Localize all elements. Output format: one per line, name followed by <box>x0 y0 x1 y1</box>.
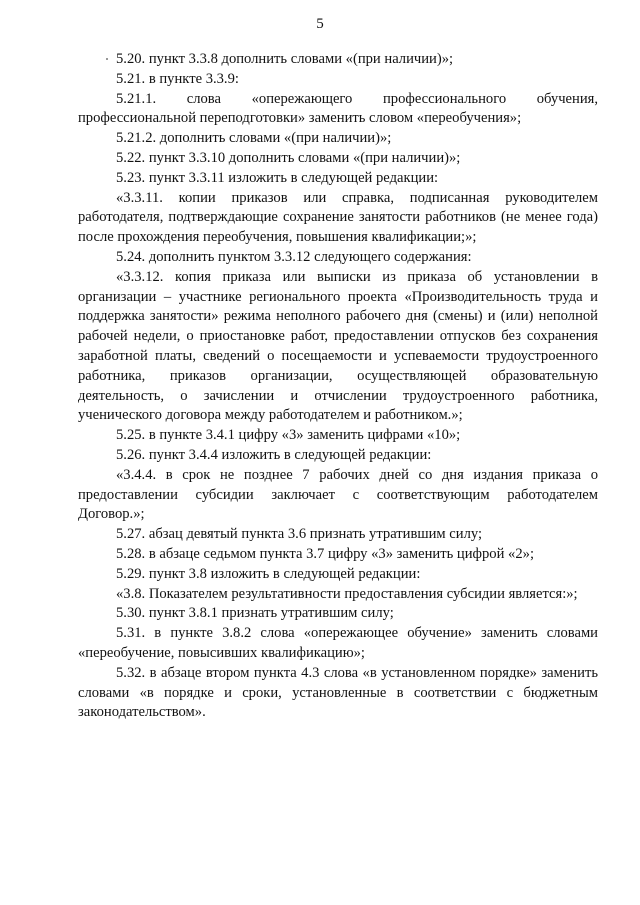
document-body <box>78 50 598 723</box>
paragraph-5-21-1: 5.21.1. слова «опережающего профессионального обучения, профессиональной переподготовки» заменить словом «переобучения»; <box>78 90 598 127</box>
paragraph-3-3-12-quote: «3.3.12. копия приказа или выписки из приказа об установлении в организации – участнике регионального проекта «Производительность труда и поддержка занятости» режима неполного рабочего дня (смены) и (или) неполной рабочей недели, о приостановке работ, предоставлении отпусков без сохранения заработной платы, сведений о посещаемости и успеваемости трудоустроенного работника, приказов организации, осуществляющей образовательную деятельность, о зачислении и отчислении трудоустроенного работника, ученического договора между работодателем и работником.»; <box>78 268 598 424</box>
paragraph-5-27: 5.27. абзац девятый пункта 3.6 признать утратившим силу; <box>116 526 483 543</box>
paragraph-5-31: 5.31. в пункте 3.8.2 слова «опережающее обучение» заменить словами «переобучение, повысивших квалификацию»; <box>78 625 598 661</box>
paragraph-5-29: 5.29. пункт 3.8 изложить в следующей редакции: <box>116 565 421 582</box>
paragraph-5-21-2: 5.21.2. дополнить словами «(при наличии)»; <box>116 130 392 147</box>
paragraph-5-32: 5.32. в абзаце втором пункта 4.3 слова «в установленном порядке» заменить словами «в порядке и сроки, установленные в соответствии с бюджетным законодательством». <box>78 664 598 721</box>
paragraph-5-22: 5.22. пункт 3.3.10 дополнить словами «(при наличии)»; <box>116 149 461 166</box>
page-number: 5 <box>316 16 324 32</box>
paragraph-5-28: 5.28. в абзаце седьмом пункта 3.7 цифру «3» заменить цифрой «2»; <box>116 545 534 562</box>
paragraph-5-21: 5.21. в пункте 3.3.9: <box>116 70 239 87</box>
paragraph-5-24: 5.24. дополнить пунктом 3.3.12 следующего содержания: <box>116 248 472 265</box>
paragraph-5-20: 5.20. пункт 3.3.8 дополнить словами «(при наличии)»; <box>116 51 454 67</box>
paragraph-3-4-4-quote: «3.4.4. в срок не позднее 7 рабочих дней со дня издания приказа о предоставлении субсидии заключает с соответствующим работодателем Договор.»; <box>78 466 598 523</box>
paragraph-5-23: 5.23. пункт 3.3.11 изложить в следующей редакции: <box>116 169 439 186</box>
paragraph-5-26: 5.26. пункт 3.4.4 изложить в следующей редакции: <box>116 446 432 463</box>
paragraph-3-8-quote: «3.8. Показателем результативности предоставления субсидии является:»; <box>116 585 578 602</box>
paragraph-5-30: 5.30. пункт 3.8.1 признать утратившим силу; <box>116 605 394 622</box>
paragraph-5-25: 5.25. в пункте 3.4.1 цифру «3» заменить цифрами «10»; <box>116 427 461 444</box>
paragraph-3-3-11-quote: «3.3.11. копии приказов или справка, подписанная руководителем работодателя, подтверждающие сохранение занятости работников (не менее года) после прохождения переобучения, повышения квалификации;»; <box>78 189 598 246</box>
